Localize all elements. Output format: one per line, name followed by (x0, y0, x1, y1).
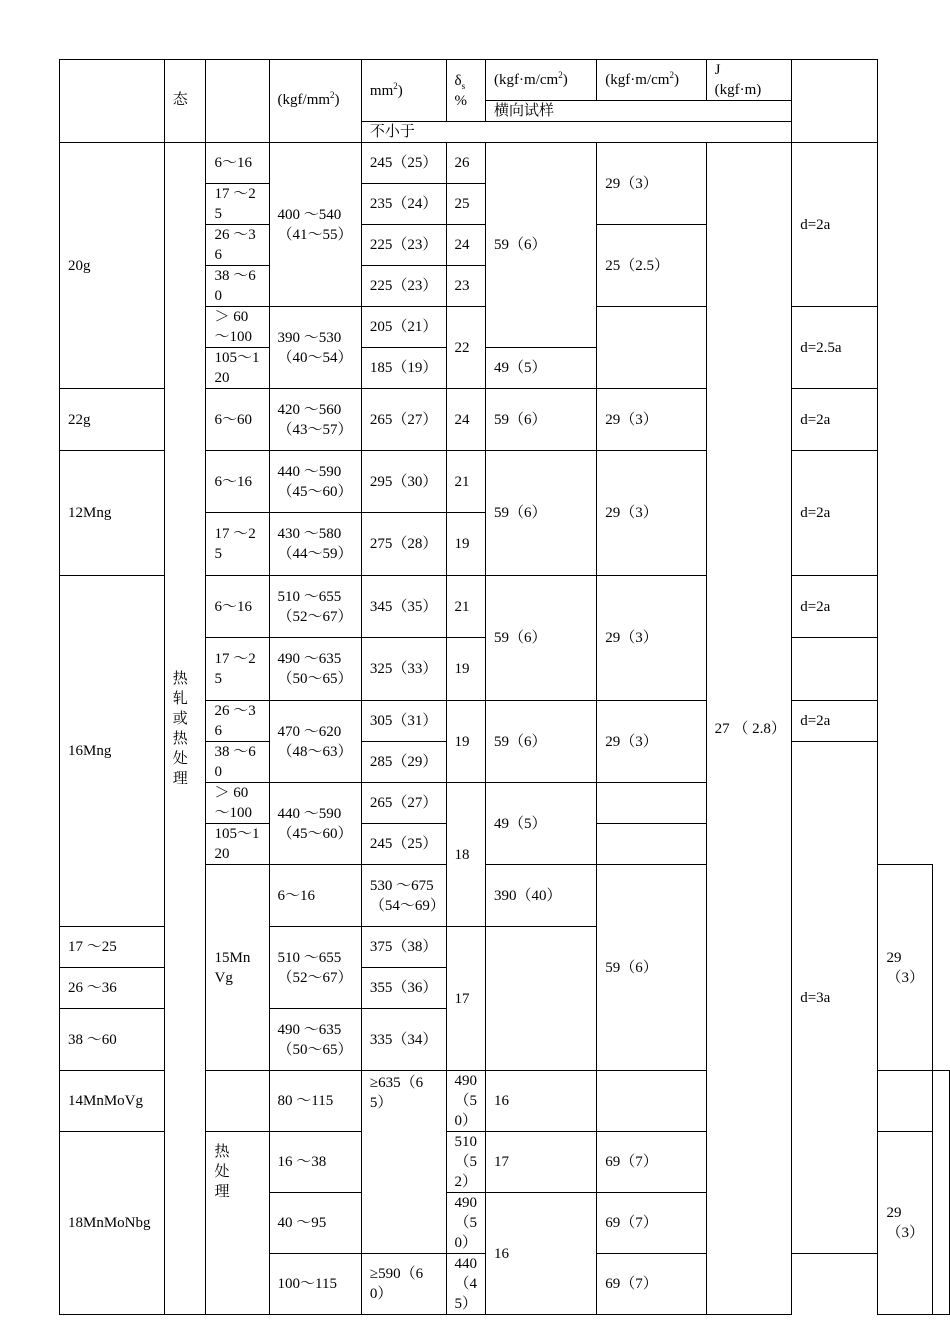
condition-hot-rolled: 热轧或热处理 (164, 143, 206, 1315)
grade-22g: 22g (60, 389, 165, 451)
yield-cell: 355（36） (361, 968, 446, 1009)
thickness-cell: 38 ～60 (60, 1009, 165, 1071)
impact1-cell: 49（5） (486, 348, 597, 389)
elongation-cell: 19 (446, 513, 486, 576)
impact2-cell: 29（3） (597, 451, 706, 576)
thickness-cell: 6～16 (206, 451, 269, 513)
thickness-cell: ＞ 60～100 (206, 307, 269, 348)
yield-cell: 295（30） (361, 451, 446, 513)
yield-cell: 225（23） (361, 266, 446, 307)
tensile-cell: 470 ～620（48～63） (269, 701, 361, 783)
impact2-cell: 29（3） (597, 389, 706, 451)
impact1-cell: 59（6） (486, 451, 597, 576)
thickness-cell: 17 ～25 (60, 927, 165, 968)
tensile-cell: 490 ～635（50～65） (269, 1009, 361, 1071)
yield-cell: 490（50） (446, 1193, 486, 1254)
bend-cell: d=2a (792, 701, 878, 742)
grade-15mnvg: 15MnVg (206, 865, 269, 1071)
tensile-cell: 440 ～590（45～60） (269, 451, 361, 513)
grade-20g: 20g (60, 143, 165, 389)
tensile-cell: 490 ～635（50～65） (269, 638, 361, 701)
elongation-cell: 19 (446, 701, 486, 783)
thickness-cell: 16 ～38 (269, 1132, 361, 1193)
condition-heat-treated: 热处理 (206, 1132, 269, 1315)
thickness-cell: 6～16 (206, 143, 269, 184)
elongation-cell: 18 (446, 783, 486, 927)
header-condition: 态 (164, 60, 206, 143)
thickness-cell: ＞ 60～100 (206, 783, 269, 824)
header-elongation: $\delta_s$ % (446, 60, 486, 122)
tensile-cell: 440 ～590（45～60） (269, 783, 361, 865)
condition-cell (206, 1071, 269, 1132)
bend-cell: d=2a (792, 451, 878, 576)
tensile-cell: 510 ～655（52～67） (269, 927, 361, 1009)
tensile-cell: 390 ～530（40～54） (269, 307, 361, 389)
thickness-cell: 6～16 (269, 865, 361, 927)
impact2-cell: 29（3） (878, 865, 933, 1071)
tensile-cell: 400 ～540（41～55） (269, 143, 361, 307)
tensile-cell: 420 ～560（43～57） (269, 389, 361, 451)
yield-cell: 185（19） (361, 348, 446, 389)
tensile-cell: 430 ～580（44～59） (269, 513, 361, 576)
yield-cell: 335（34） (361, 1009, 446, 1071)
yield-cell: 235（24） (361, 184, 446, 225)
tensile-cell: 530 ～675（54～69） (361, 865, 446, 927)
impact1-cell: 69（7） (597, 1132, 706, 1193)
header-impact1-unit: $(kgf\cdot m/cm^2)$ (486, 60, 597, 101)
header-not-less-than: 不小于 (361, 122, 791, 143)
header-transverse-specimen: 横向试样 (486, 101, 792, 122)
grade-14mnmovg: 14MnMoVg (60, 1071, 165, 1132)
impact2-cell: 29（3） (597, 701, 706, 783)
impact-energy-cell (933, 1071, 950, 1315)
grade-12mng: 12Mng (60, 451, 165, 576)
impact1-cell: 59（6） (597, 865, 706, 1071)
tensile-cell: ≥635（65） (361, 1071, 446, 1254)
bend-cell: d=3a (792, 742, 878, 1254)
thickness-cell: 17 ～25 (206, 184, 269, 225)
elongation-cell: 17 (446, 927, 486, 1071)
thickness-cell: 17 ～25 (206, 638, 269, 701)
thickness-cell: 26 ～36 (206, 225, 269, 266)
thickness-cell: 38 ～60 (206, 742, 269, 783)
tensile-cell: ≥590（60） (361, 1254, 446, 1315)
header-bend-cell (792, 60, 878, 143)
impact1-cell: 59（6） (486, 389, 597, 451)
yield-cell: 440（45） (446, 1254, 486, 1315)
yield-cell: 265（27） (361, 783, 446, 824)
header-energy-unit: J (kgf·m) (706, 60, 792, 101)
impact-energy-cell: 27 （ 2.8） (706, 143, 792, 1315)
impact1-cell (597, 1071, 706, 1132)
bend-cell: d=2.5a (792, 307, 878, 389)
impact1-cell: 69（7） (597, 1193, 706, 1254)
thickness-cell: 105～120 (206, 348, 269, 389)
yield-cell: 275（28） (361, 513, 446, 576)
thickness-cell: 80 ～115 (269, 1071, 361, 1132)
yield-cell: 265（27） (361, 389, 446, 451)
yield-cell: 285（29） (361, 742, 446, 783)
elongation-cell: 21 (446, 576, 486, 638)
impact2-cell: 25（2.5） (597, 225, 706, 307)
header-impact2-unit: $(kgf\cdot m/cm^2)$ (597, 60, 706, 101)
yield-cell: 490（50） (446, 1071, 486, 1132)
elongation-cell: 21 (446, 451, 486, 513)
bend-cell: d=2a (792, 389, 878, 451)
thickness-cell: 40 ～95 (269, 1193, 361, 1254)
elongation-cell: 22 (446, 307, 486, 389)
impact2-cell (878, 1071, 933, 1132)
yield-cell: 305（31） (361, 701, 446, 742)
tensile-cell: 510 ～655（52～67） (269, 576, 361, 638)
mechanical-properties-table (59, 59, 950, 1315)
elongation-cell: 23 (446, 266, 486, 307)
impact2-cell: 29（3） (597, 576, 706, 701)
elongation-cell: 17 (486, 1132, 597, 1193)
thickness-cell: 100～115 (269, 1254, 361, 1315)
thickness-cell: 105～120 (206, 824, 269, 865)
header-yield-unit: $mm^2$) (361, 60, 446, 122)
impact1-cell: 59（6） (486, 143, 597, 348)
elongation-cell: 24 (446, 389, 486, 451)
thickness-cell: 26 ～36 (60, 968, 165, 1009)
yield-cell: 375（38） (361, 927, 446, 968)
elongation-cell: 16 (486, 1193, 597, 1315)
thickness-cell: 6～16 (206, 576, 269, 638)
yield-cell: 245（25） (361, 143, 446, 184)
thickness-cell: 26 ～36 (206, 701, 269, 742)
bend-cell: d=2a (792, 576, 878, 638)
elongation-cell: 26 (446, 143, 486, 184)
yield-cell: 205（21） (361, 307, 446, 348)
impact1-cell: 49（5） (486, 783, 597, 865)
grade-16mng: 16Mng (60, 576, 165, 927)
elongation-cell: 19 (446, 638, 486, 701)
bend-cell (792, 638, 878, 701)
bend-cell: d=2a (792, 143, 878, 307)
yield-cell: 225（23） (361, 225, 446, 266)
yield-cell: 325（33） (361, 638, 446, 701)
impact1-cell: 59（6） (486, 701, 597, 783)
yield-cell: 390（40） (486, 865, 597, 927)
yield-cell: 510（52） (446, 1132, 486, 1193)
impact1-cell: 59（6） (486, 576, 597, 701)
impact1-cell: 69（7） (597, 1254, 706, 1315)
header-thickness-cell (206, 60, 269, 143)
impact2-cell (597, 307, 706, 389)
elongation-cell: 24 (446, 225, 486, 266)
elongation-cell: 25 (446, 184, 486, 225)
impact2-cell (597, 783, 706, 824)
grade-18mnmonbg: 18MnMoNbg (60, 1132, 165, 1315)
thickness-cell: 6～60 (206, 389, 269, 451)
impact2-cell: 29（3） (878, 1132, 933, 1315)
elongation-cell: 16 (486, 1071, 597, 1132)
header-grade-cell (60, 60, 165, 143)
thickness-cell: 17 ～25 (206, 513, 269, 576)
impact2-cell (597, 824, 706, 865)
thickness-cell: 38 ～60 (206, 266, 269, 307)
impact2-cell: 29（3） (597, 143, 706, 225)
yield-cell: 345（35） (361, 576, 446, 638)
yield-cell: 245（25） (361, 824, 446, 865)
header-tensile-unit: $(kgf/mm^2)$ (269, 60, 361, 143)
